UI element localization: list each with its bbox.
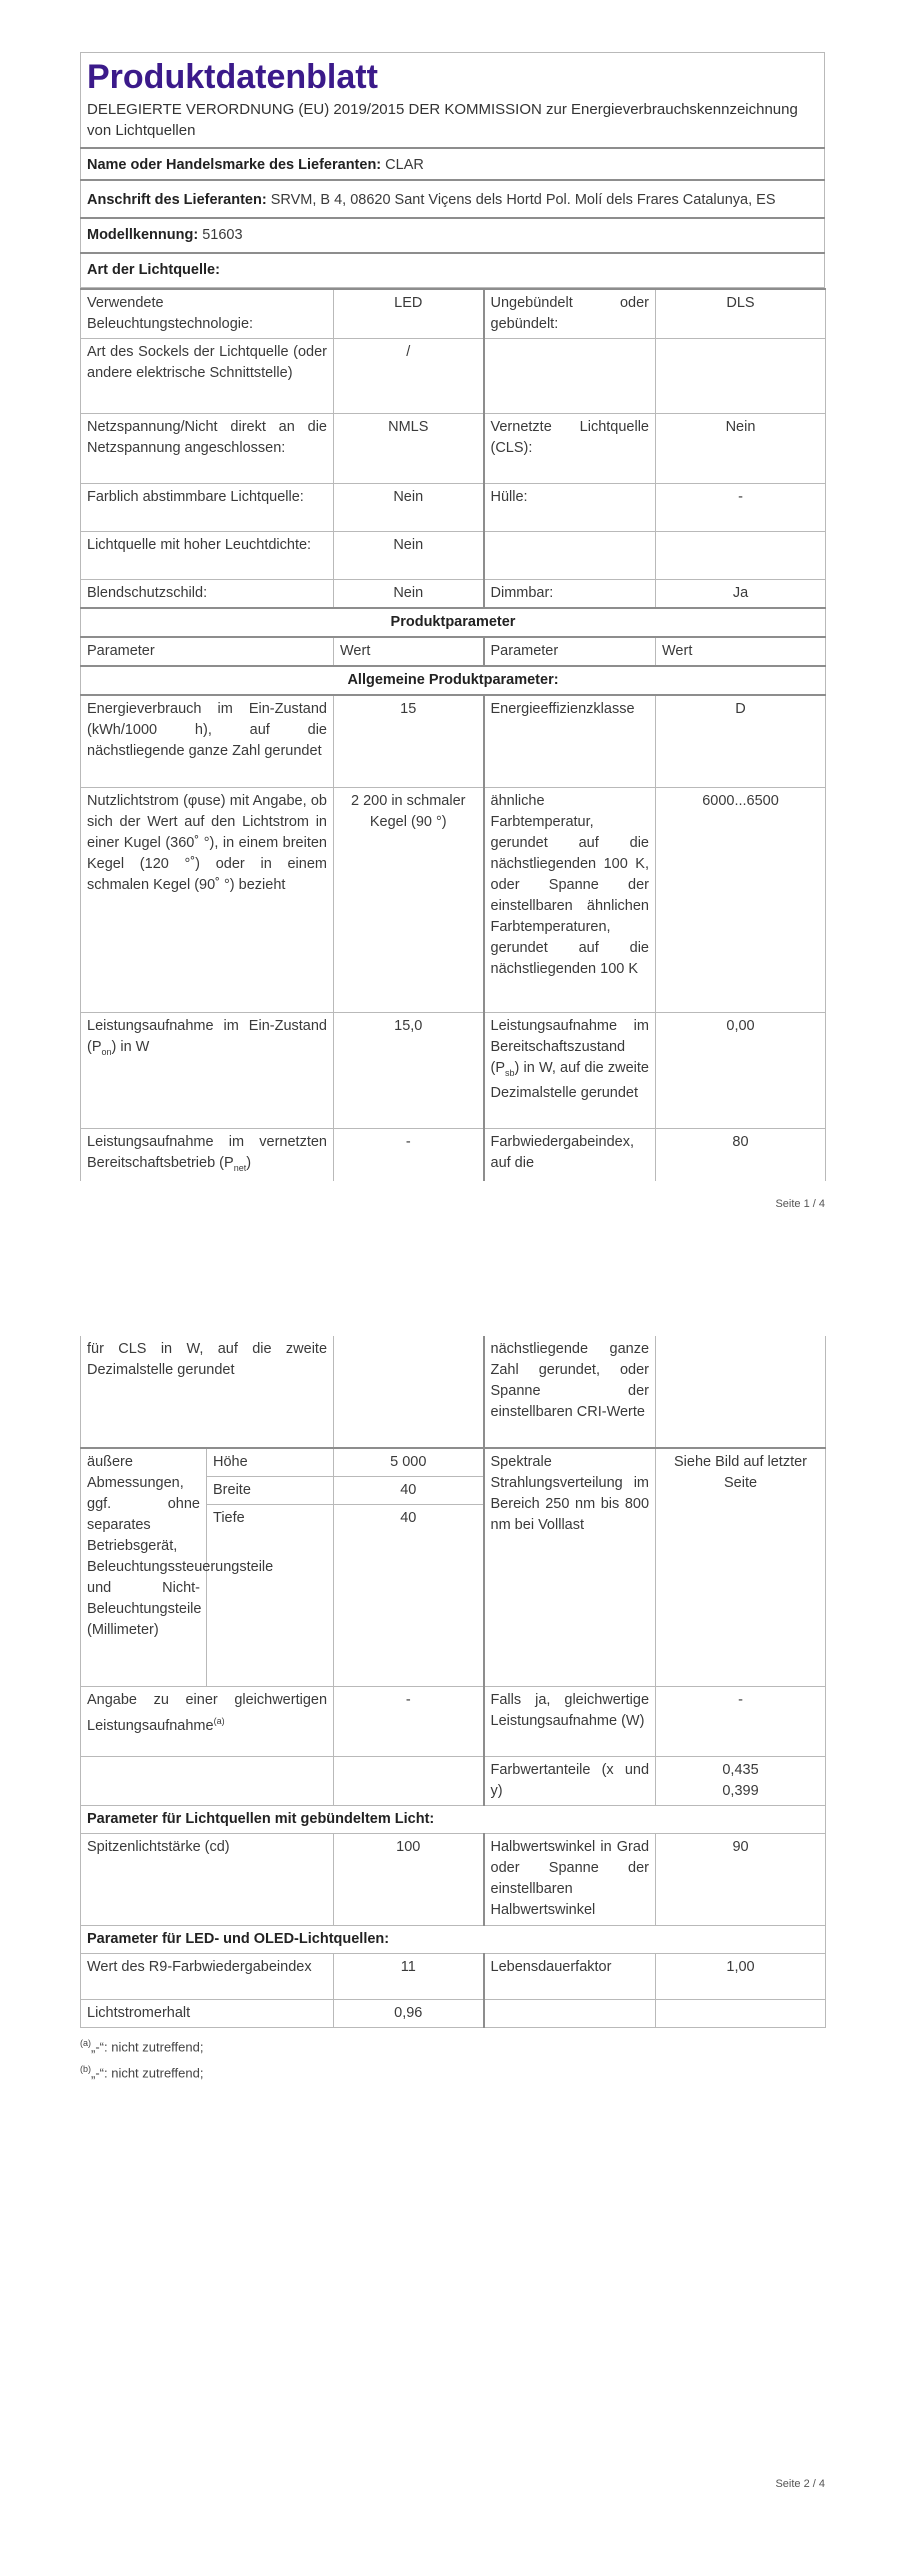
beam-angle-label: Halbwertswinkel in Grad oder Spanne der einstellbaren Halbwertswinkel — [484, 1834, 656, 1926]
peak-intensity-label: Spitzenlichtstärke (cd) — [81, 1834, 334, 1926]
param-header-row — [81, 637, 826, 666]
model-row — [81, 218, 825, 253]
footnote-b-mark: (b) — [80, 2064, 91, 2075]
cri-label: Farbwiedergabeindex, auf die — [484, 1128, 656, 1181]
height-label: Höhe — [207, 1448, 334, 1477]
dimensions-label: äußere Abmessungen, ggf. ohne separates Betriebsgerät, Beleuchtungssteuerungsteile und Nicht-Beleuchtungsteile (Millimeter) — [81, 1448, 207, 1687]
col-param-1: Parameter — [81, 637, 334, 666]
width-label: Breite — [207, 1477, 334, 1505]
supplier-address-label: Anschrift des Lieferanten: — [87, 192, 267, 208]
power-on-subscript: on — [101, 1046, 112, 1057]
connected-label: Vernetzte Lichtquelle (CLS): — [484, 414, 656, 484]
width-value: 40 — [334, 1477, 484, 1505]
survival-factor-value: 1,00 — [656, 1954, 826, 2000]
tech-label: Verwendete Beleuchtungstechnologie: — [81, 289, 334, 339]
peak-intensity-row — [81, 1834, 826, 1926]
product-params-heading: Produktparameter — [81, 608, 826, 637]
parameters-table-continued — [80, 1336, 826, 2028]
networked-standby-label — [81, 1128, 334, 1181]
tech-row — [81, 289, 826, 339]
page-1-footer: Seite 1 / 4 — [775, 1198, 825, 1210]
depth-label: Tiefe — [207, 1505, 334, 1687]
peak-intensity-value: 100 — [334, 1834, 484, 1926]
led-heading: Parameter für LED- und OLED-Lichtquellen: — [81, 1926, 826, 1954]
flux-label: Nutzlichtstrom (φuse) mit Angabe, ob sich der Wert auf den Lichtstrom in einer Kugel (360˚ °), in einem breiten Kegel (120 °˚) oder in einem schmalen Kegel (90˚ °) bezieht — [81, 787, 334, 1012]
mains-value: NMLS — [334, 414, 484, 484]
cct-value: 6000...6500 — [656, 787, 826, 1012]
high-luminance-value: Nein — [334, 532, 484, 580]
led-heading-row — [81, 1926, 826, 1954]
cri-label-cont: nächstliegende ganze Zahl gerundet, oder Spanne der einstellbaren CRI-Werte — [484, 1336, 656, 1448]
supplier-name-row — [81, 148, 825, 180]
energy-class-label: Energieeffizienzklasse — [484, 695, 656, 787]
high-luminance-row — [81, 532, 826, 580]
socket-label: Art des Sockels der Lichtquelle (oder andere elektrische Schnittstelle) — [81, 339, 334, 414]
networked-standby-label-text: Leistungsaufnahme im vernetzten Bereitschaftsbetrieb (P — [87, 1133, 327, 1171]
chromaticity-x: 0,435 — [722, 1762, 759, 1778]
equivalent-power-row — [81, 1687, 826, 1757]
general-params-heading: Allgemeine Produktparameter: — [81, 666, 826, 695]
datasheet-page-1 — [80, 52, 825, 1181]
networked-standby-row-part1 — [81, 1128, 826, 1181]
standby-value: 0,00 — [656, 1012, 826, 1128]
col-value-1: Wert — [334, 637, 484, 666]
high-luminance-label: Lichtquelle mit hoher Leuchtdichte: — [81, 532, 334, 580]
dimensions-row-height — [81, 1448, 826, 1477]
col-value-2: Wert — [656, 637, 826, 666]
equivalent-watt-value: - — [656, 1687, 826, 1757]
antiglare-row — [81, 580, 826, 609]
header-table — [80, 52, 825, 288]
power-on-label-unit: ) in W — [111, 1038, 150, 1055]
cct-label: ähnliche Farbtemperatur, gerundet auf die nächstliegenden 100 K, oder Spanne der einstellbaren ähnlichen Farbtemperaturen, gerundet auf die nächstliegenden 100 K — [484, 787, 656, 1012]
spectral-label: Spektrale Strahlungsverteilung im Bereich 250 nm bis 800 nm bei Volllast — [484, 1448, 656, 1687]
standby-label — [484, 1012, 656, 1128]
equivalent-power-label — [81, 1687, 334, 1757]
directional-heading: Parameter für Lichtquellen mit gebündeltem Licht: — [81, 1806, 826, 1834]
networked-standby-subscript: net — [233, 1162, 247, 1173]
model-label: Modellkennung: — [87, 227, 199, 243]
footnote-a-mark: (a) — [80, 2038, 91, 2048]
r9-label: Wert des R9-Farbwiedergabeindex — [81, 1954, 334, 2000]
survival-factor-label: Lebensdauerfaktor — [484, 1954, 656, 2000]
energy-class-value: D — [656, 695, 826, 787]
flux-row — [81, 787, 826, 1012]
networked-standby-value: - — [334, 1128, 484, 1181]
supplier-address-row — [81, 180, 825, 218]
standby-label-text: Leistungsaufnahme im Bereitschaftszustand (P — [490, 1017, 649, 1076]
equivalent-watt-label: Falls ja, gleichwertige Leistungsaufnahme (W) — [484, 1687, 656, 1757]
r9-value: 11 — [334, 1954, 484, 2000]
spectral-value: Siehe Bild auf letzter Seite — [656, 1448, 826, 1687]
page-2-footer: Seite 2 / 4 — [775, 2478, 825, 2490]
networked-standby-label-cont: für CLS in W, auf die zweite Dezimalstelle gerundet — [81, 1336, 334, 1448]
power-on-row — [81, 1012, 826, 1128]
height-value: 5 000 — [334, 1448, 484, 1477]
socket-row — [81, 339, 826, 414]
light-source-table — [80, 288, 826, 1181]
power-on-label — [81, 1012, 334, 1128]
standby-label-unit: ) in W, auf die zweite Dezimalstelle gerundet — [490, 1059, 649, 1102]
r9-row — [81, 1954, 826, 2000]
unbundled-value: DLS — [656, 289, 826, 339]
power-on-label-text: Leistungsaufnahme im Ein-Zustand (P — [87, 1017, 327, 1055]
datasheet-page-2 — [80, 1336, 825, 2085]
equivalent-power-label-text: Angabe zu einer gleichwertigen Leistungsaufnahme — [87, 1692, 328, 1734]
chromaticity-y: 0,399 — [722, 1783, 759, 1799]
equivalent-power-value: - — [334, 1687, 484, 1757]
supplier-name-label: Name oder Handelsmarke des Lieferanten: — [87, 157, 382, 173]
chromaticity-row — [81, 1757, 826, 1806]
socket-value: / — [334, 339, 484, 414]
cri-value: 80 — [656, 1128, 826, 1181]
general-params-heading-row — [81, 666, 826, 695]
unbundled-label: Ungebündelt oder gebündelt: — [484, 289, 656, 339]
antiglare-label: Blendschutzschild: — [81, 580, 334, 609]
dimmable-label: Dimmbar: — [484, 580, 656, 609]
directional-heading-row — [81, 1806, 826, 1834]
dimmable-value: Ja — [656, 580, 826, 609]
page-2 — [0, 1280, 905, 2560]
page-title: Produktdatenblatt — [87, 58, 378, 96]
product-params-heading-row — [81, 608, 826, 637]
connected-value: Nein — [656, 414, 826, 484]
footnote-b-text: „-“: nicht zutreffend; — [91, 2065, 204, 2081]
tunable-value: Nein — [334, 484, 484, 532]
supplier-address-value: SRVM, B 4, 08620 Sant Viçens dels Hortd Pol. Molí dels Frares Catalunya, ES — [270, 192, 776, 208]
supplier-name-value: CLAR — [385, 157, 424, 173]
power-on-value: 15,0 — [334, 1012, 484, 1128]
standby-subscript: sb — [505, 1067, 515, 1078]
light-source-type-heading: Art der Lichtquelle: — [81, 253, 825, 288]
footnotes — [80, 2032, 825, 2085]
energy-value: 15 — [334, 695, 484, 787]
depth-value: 40 — [334, 1505, 484, 1687]
tech-value: LED — [334, 289, 484, 339]
mains-label: Netzspannung/Nicht direkt an die Netzspannung angeschlossen: — [81, 414, 334, 484]
envelope-label: Hülle: — [484, 484, 656, 532]
energy-row — [81, 695, 826, 787]
chromaticity-value — [656, 1757, 826, 1806]
equivalent-power-footnote-mark: (a) — [213, 1716, 225, 1726]
model-value: 51603 — [202, 227, 243, 243]
lumen-maintenance-label: Lichtstromerhalt — [81, 2000, 334, 2028]
flux-value: 2 200 in schmaler Kegel (90 °) — [334, 787, 484, 1012]
chromaticity-label: Farbwertanteile (x und y) — [484, 1757, 656, 1806]
lumen-maintenance-row — [81, 2000, 826, 2028]
footnote-a — [80, 2032, 825, 2058]
tunable-row — [81, 484, 826, 532]
beam-angle-value: 90 — [656, 1834, 826, 1926]
footnote-a-text: „-“: nicht zutreffend; — [91, 2039, 204, 2055]
networked-standby-row-part2 — [81, 1336, 826, 1448]
energy-label: Energieverbrauch im Ein-Zustand (kWh/1000 h), auf die nächstliegende ganze Zahl gerundet — [81, 695, 334, 787]
footnote-b — [80, 2058, 825, 2084]
networked-standby-label-close: ) — [246, 1154, 252, 1171]
antiglare-value: Nein — [334, 580, 484, 609]
mains-row — [81, 414, 826, 484]
tunable-label: Farblich abstimmbare Lichtquelle: — [81, 484, 334, 532]
col-param-2: Parameter — [484, 637, 656, 666]
regulation-subtitle: DELEGIERTE VERORDNUNG (EU) 2019/2015 DER KOMMISSION zur Energieverbrauchskennzeichnung von Lichtquellen — [87, 101, 798, 139]
envelope-value: - — [656, 484, 826, 532]
lumen-maintenance-value: 0,96 — [334, 2000, 484, 2028]
